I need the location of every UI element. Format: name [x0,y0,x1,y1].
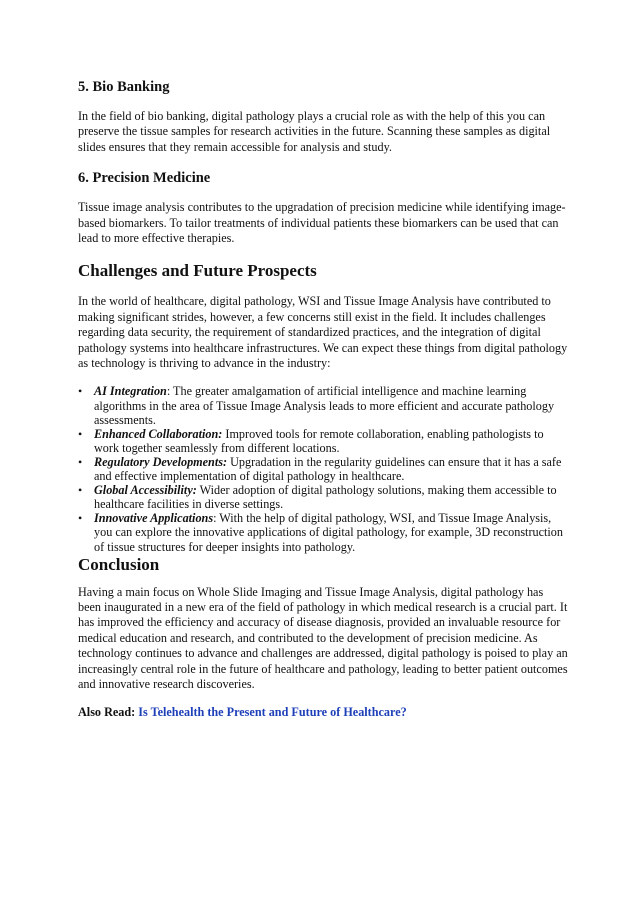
bullet-icon: • [78,483,83,498]
bullet-text: : With the help of digital pathology, WSI, and Tissue Image Analysis, you can explore the innovative applications of digital pathology, for example, 3D reconstruction of tissue structures for deeper insights into pathology. [94,511,563,554]
also-read-link[interactable]: Is Telehealth the Present and Future of Healthcare? [138,705,407,720]
bullet-text: Improved tools for remote collaboration, enabling pathologists to work together seamlessly from different locations. [94,426,544,455]
also-read [78,705,568,720]
precision-medicine-paragraph: Tissue image analysis contributes to the upgradation of precision medicine while identifying image-based biomarkers. To tailor treatments of individual patients these biomarkers can be used that can lead to more effective therapies. [78,200,566,246]
document-page [78,76,568,720]
list-item [78,483,568,511]
bullet-term: Enhanced Collaboration: [94,426,223,441]
prospects-list [78,384,568,553]
bullet-icon: • [78,454,83,469]
bullet-icon: • [78,511,83,526]
list-item [78,511,568,553]
list-item [78,384,568,426]
bio-banking-heading: 5. Bio Banking [78,79,170,95]
bullet-text: Upgradation in the regularity guidelines can ensure that it has a safe and effective implementation of digital pathology in healthcare. [94,454,562,484]
bullet-term: Global Accessibility: [94,483,197,498]
conclusion-paragraph: Having a main focus on Whole Slide Imaging and Tissue Image Analysis, digital pathology has been inaugurated in a new era of the field of pathology in which medical research is a crucial part. It has improved the efficiency and accuracy of disease diagnosis, provided an invaluable resource for medical education and research, and contributed to the development of precision medicine. As technology continues to advance and challenges are addressed, digital pathology is poised to play an increasingly central role in the future of healthcare and pathology, leading to better patient outcomes and innovative research discoveries. [78,584,568,692]
list-item [78,427,568,455]
bullet-icon: • [78,426,83,441]
also-read-label: Also Read: [78,705,136,720]
challenges-heading: Challenges and Future Prospects [78,261,317,281]
bullet-text: Wider adoption of digital pathology solutions, making them accessible to healthcare facilities in diverse settings. [94,483,557,512]
bullet-term: Regulatory Developments: [94,454,228,469]
list-item [78,455,568,483]
challenges-paragraph: In the world of healthcare, digital pathology, WSI and Tissue Image Analysis have contributed to making significant strides, however, a few concerns still exist in the field. It includes challenges regarding data security, the requirement of standardized practices, and the integration of digital pathology systems into healthcare infrastructures. We can expect these things from digital pathology as technology is thriving to advance in the industry: [78,294,568,371]
bullet-term: Innovative Applications [94,511,214,526]
bullet-term: AI Integration [94,384,167,399]
precision-medicine-heading: 6. Precision Medicine [78,170,211,187]
conclusion-heading: Conclusion [78,554,160,574]
bullet-icon: • [78,384,83,399]
bullet-text: : The greater amalgamation of artificial intelligence and machine learning algorithms in the area of Tissue Image Analysis leads to more efficient and accurate pathology assessments. [94,384,555,427]
bio-banking-paragraph: In the field of bio banking, digital pathology plays a crucial role as with the help of this you can preserve the tissue samples for research activities in the future. Scanning these samples as digital slides ensures that they remain accessible for analysis and study. [78,109,551,154]
